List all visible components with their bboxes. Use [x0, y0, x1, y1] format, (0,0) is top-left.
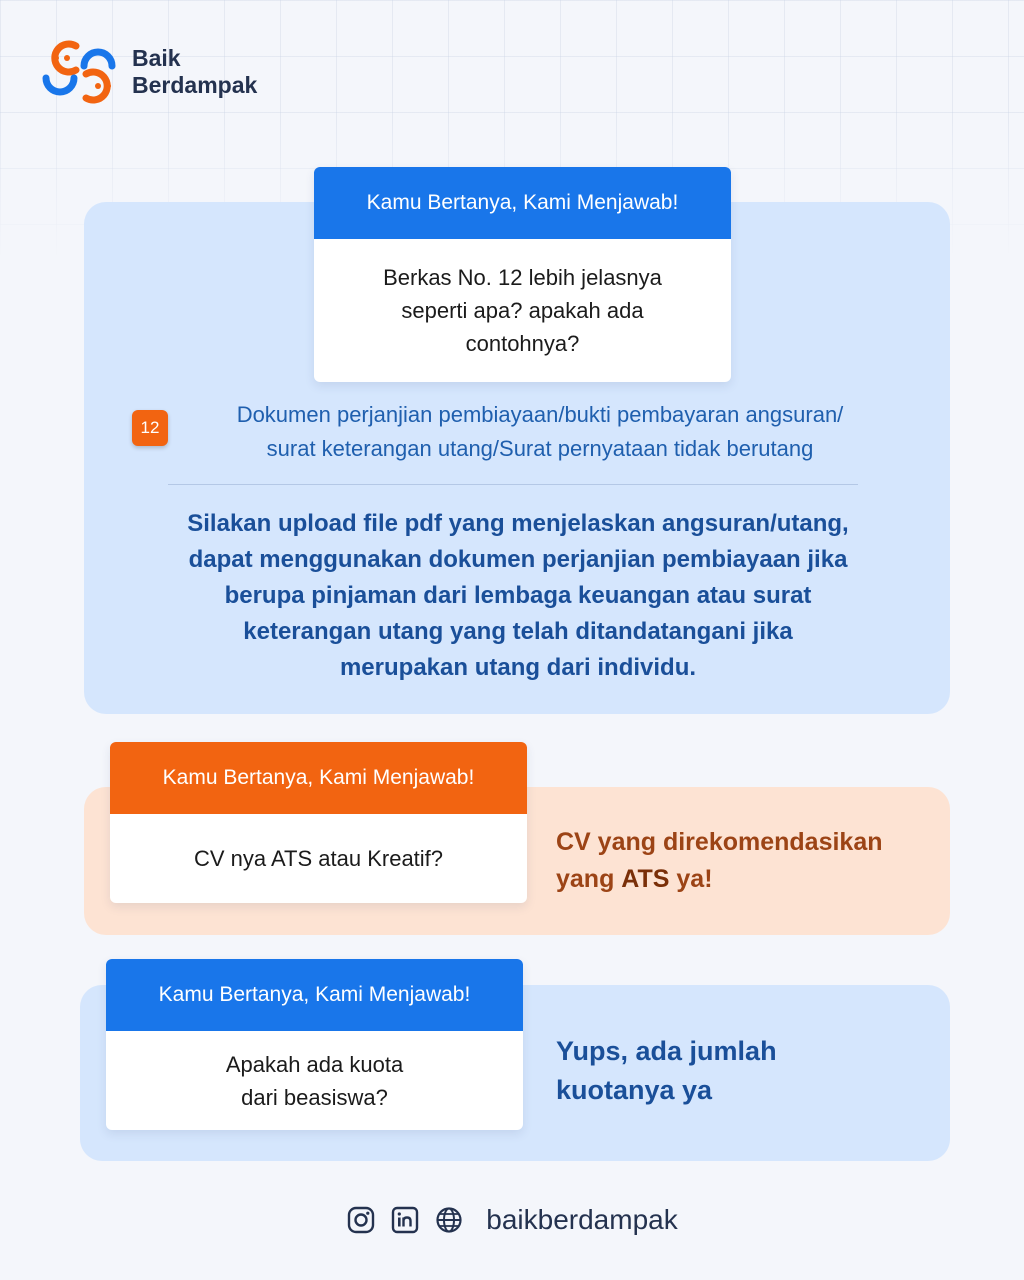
answer-highlight: ATS — [621, 865, 670, 893]
question-card-2 — [110, 742, 527, 903]
question-line-1: Berkas No. 12 lebih jelasnya — [383, 265, 662, 290]
answer-text-1 — [100, 506, 936, 686]
brand-name-line2: Berdampak — [132, 72, 258, 98]
social-handle[interactable]: baikberdampak — [486, 1204, 678, 1235]
answer-line-2 — [556, 861, 926, 898]
brand-name — [132, 45, 257, 99]
brand-logo-icon — [40, 40, 120, 104]
instagram-icon[interactable] — [346, 1205, 376, 1235]
answer-line-5: merupakan utang dari individu. — [339, 654, 697, 681]
linkedin-icon[interactable] — [390, 1205, 420, 1235]
document-reference-line-1: Dokumen perjanjian pembiayaan/bukti pembayaran angsuran/ — [236, 402, 844, 427]
social-footer — [0, 1204, 1024, 1236]
document-reference — [170, 398, 910, 466]
answer-line-2: dapat menggunakan dokumen perjanjian pembiayaan jika — [188, 546, 848, 573]
question-line-3: contohnya? — [465, 331, 580, 356]
answer-line-4: keterangan utang yang telah ditandatangani jika — [243, 618, 793, 645]
question-text — [314, 239, 731, 382]
document-reference-line-2: surat keterangan utang/Surat pernyataan tidak berutang — [266, 436, 814, 461]
answer-line-1: Yups, ada jumlah — [556, 1036, 777, 1066]
answer-line-2-pre: yang — [556, 865, 622, 893]
question-text — [106, 1031, 523, 1130]
answer-text-3 — [556, 1032, 926, 1110]
answer-line-1: CV yang direkomendasikan — [556, 828, 883, 856]
question-card-3 — [106, 959, 523, 1130]
question-card-header: Kamu Bertanya, Kami Menjawab! — [314, 167, 731, 239]
question-text: CV nya ATS atau Kreatif? — [193, 846, 444, 871]
question-card-1 — [314, 167, 731, 382]
question-line-2: seperti apa? apakah ada — [401, 298, 644, 323]
answer-line-3: berupa pinjaman dari lembaga keuangan atau surat — [224, 582, 812, 609]
answer-text-2 — [556, 824, 926, 898]
globe-icon[interactable] — [434, 1205, 464, 1235]
question-card-header: Kamu Bertanya, Kami Menjawab! — [110, 742, 527, 814]
answer-line-2-post: ya! — [669, 865, 713, 893]
divider — [168, 484, 858, 485]
answer-line-2: kuotanya ya — [556, 1075, 713, 1105]
brand-name-line1: Baik — [132, 45, 181, 71]
brand-logo — [40, 40, 257, 104]
question-line-2: dari beasiswa? — [241, 1084, 388, 1110]
question-line-1: Apakah ada kuota — [225, 1051, 404, 1077]
answer-line-1: Silakan upload file pdf yang menjelaskan angsuran/utang, — [187, 510, 849, 537]
document-number-badge: 12 — [132, 410, 168, 446]
question-card-header: Kamu Bertanya, Kami Menjawab! — [106, 959, 523, 1031]
